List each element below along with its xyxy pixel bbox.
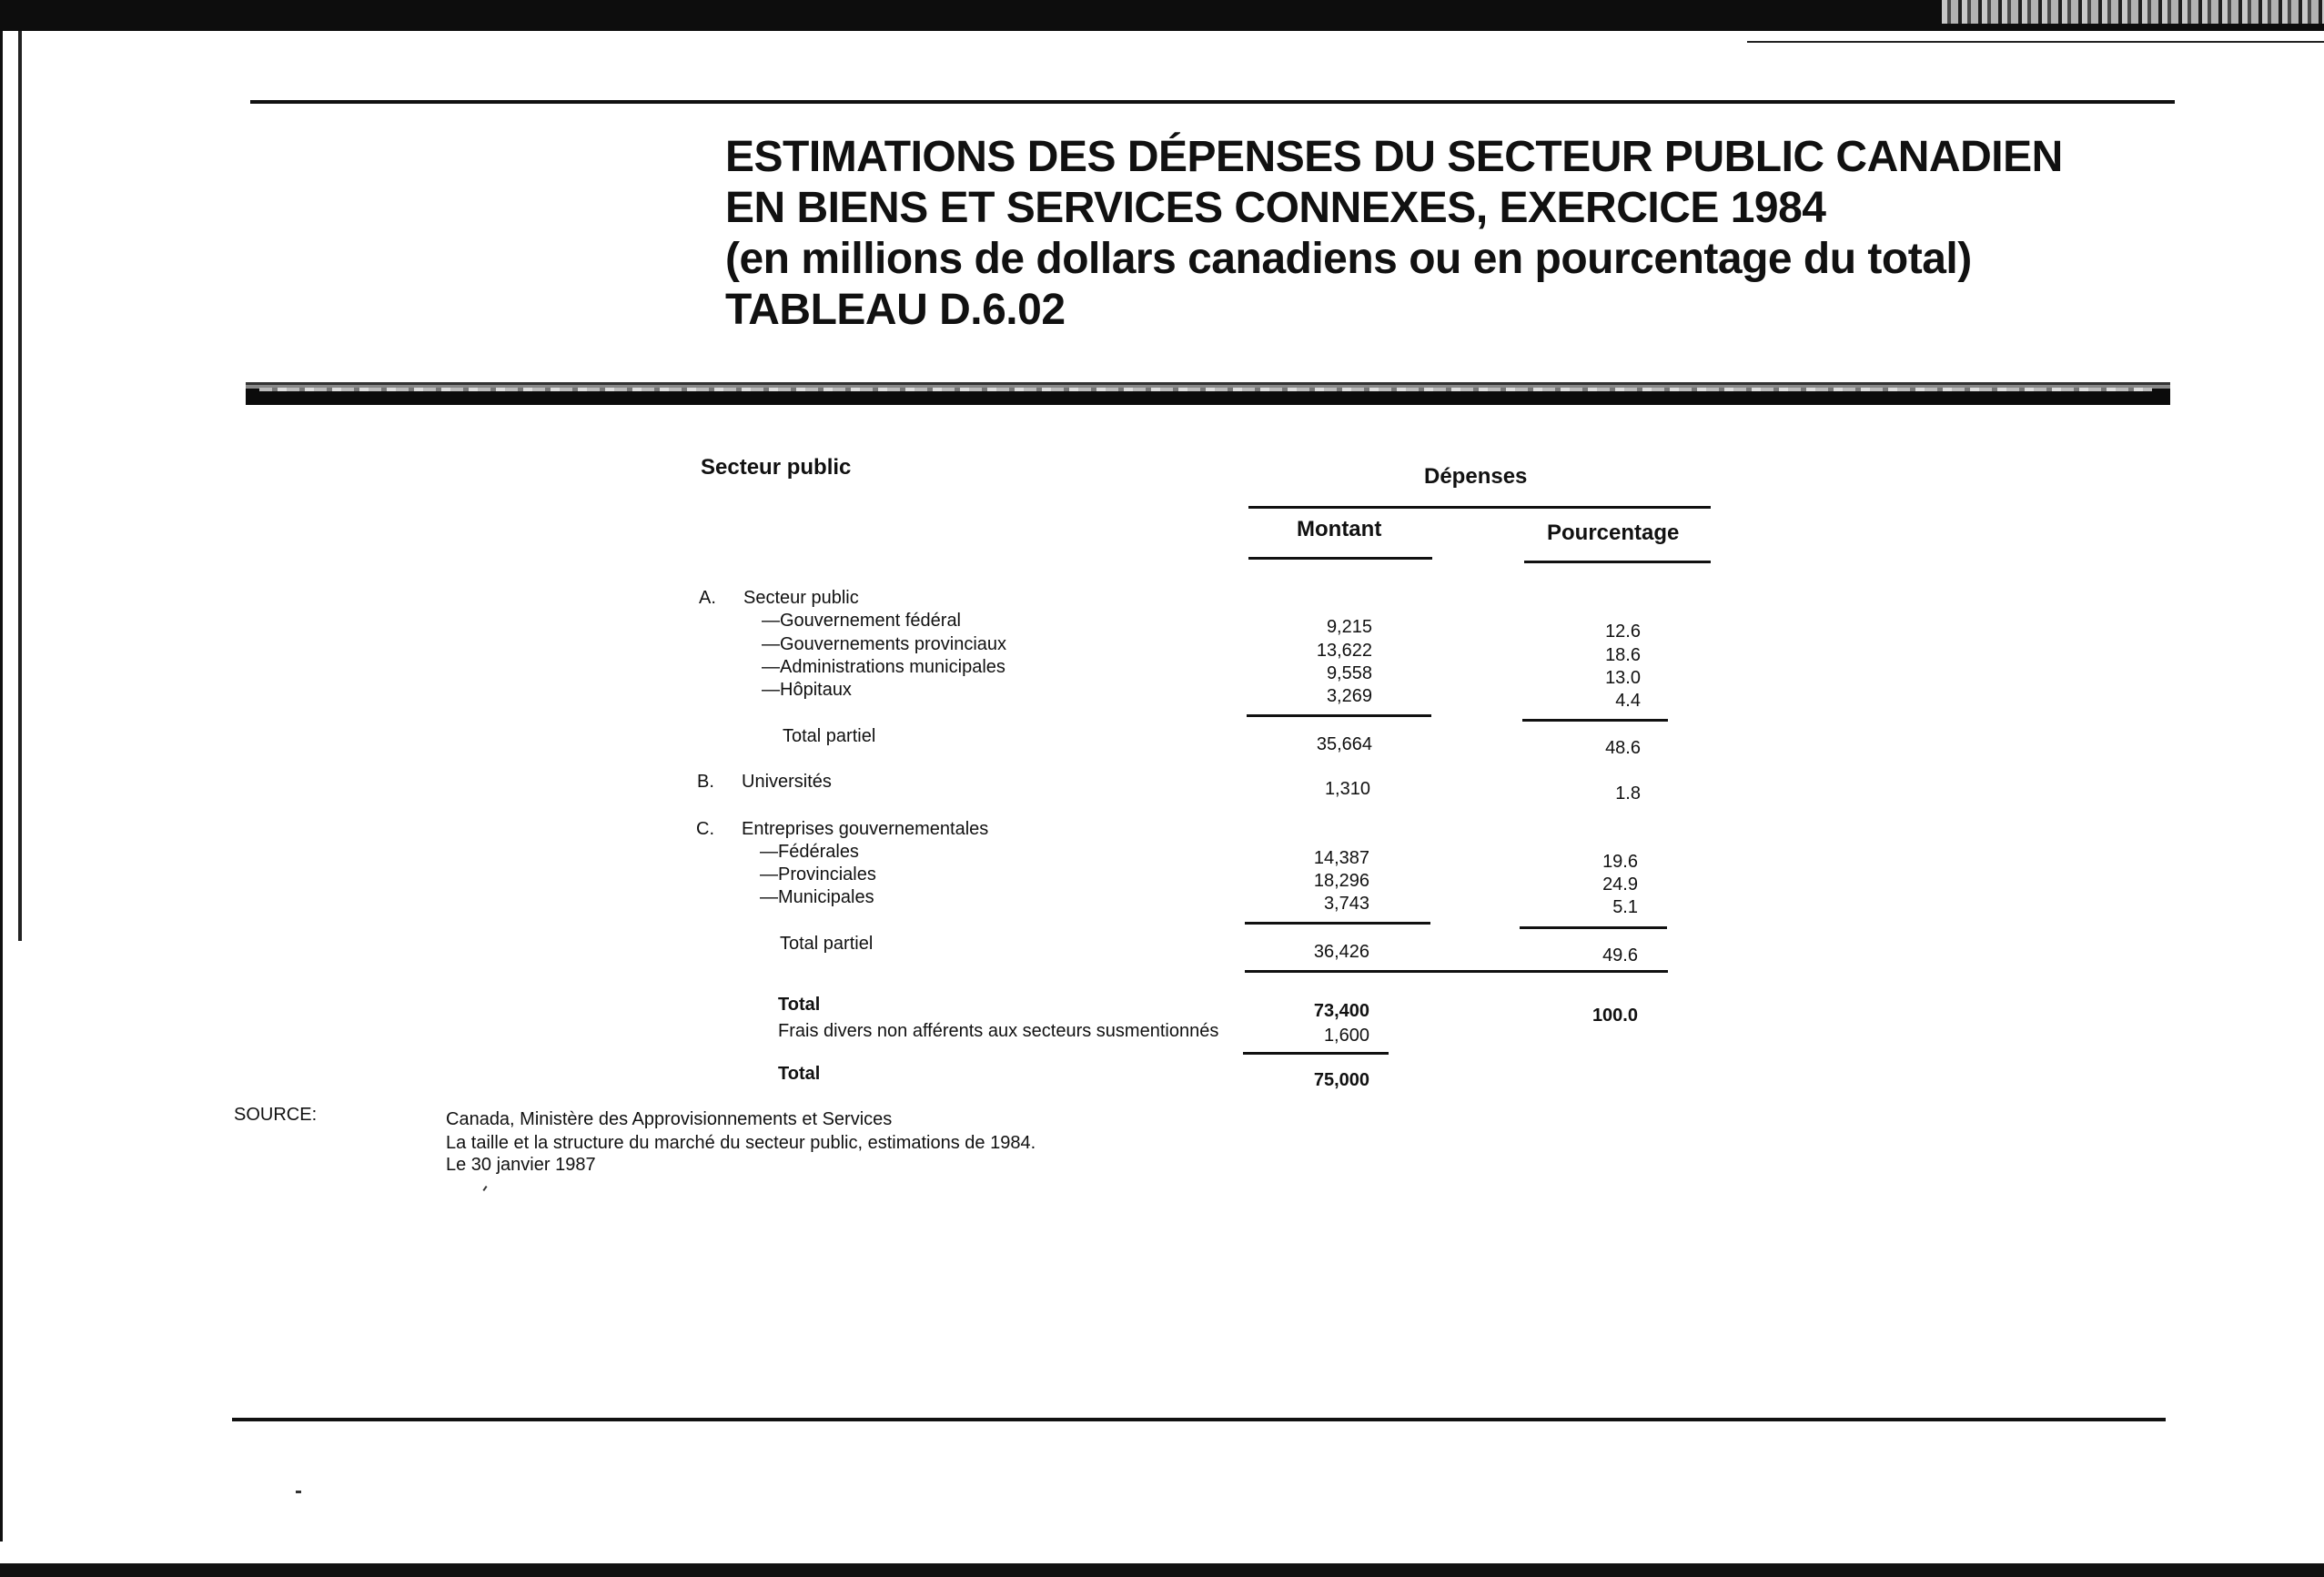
total-amount: 73,400 — [1313, 1001, 1369, 1021]
table-row-label: —Gouvernement fédéral — [762, 611, 962, 631]
section-b-percent: 1.8 — [1615, 783, 1641, 804]
column-header-percent: Pourcentage — [1547, 521, 1680, 545]
grand-total-rule — [1245, 970, 1668, 973]
page-title — [725, 132, 2199, 336]
final-total-label: Total — [778, 1064, 821, 1084]
subtotal-label-c: Total partiel — [780, 934, 874, 954]
column-header-amount: Montant — [1297, 517, 1382, 541]
section-b-amount: 1,310 — [1324, 779, 1370, 799]
misc-label: Frais divers non afférents aux secteurs susmentionnés — [778, 1021, 1219, 1041]
subtotal-amount-a: 35,664 — [1316, 734, 1372, 754]
title-line-1: ESTIMATIONS DES DÉPENSES DU SECTEUR PUBLIC CANADIEN — [725, 133, 2063, 181]
subtotal-rule-amount-a — [1247, 714, 1431, 717]
scan-speck — [482, 1186, 487, 1191]
source-label: SOURCE: — [234, 1105, 318, 1125]
subtotal-rule-percent-a — [1522, 719, 1668, 722]
table-row-label: —Administrations municipales — [762, 657, 1005, 677]
section-c-letter: C. — [696, 819, 714, 839]
table-row-amount: 14,387 — [1313, 848, 1369, 868]
section-a-label: Secteur public — [743, 588, 859, 608]
scan-speck — [296, 1491, 301, 1493]
table-row-percent: 5.1 — [1612, 897, 1638, 917]
subtotal-percent-c: 49.6 — [1602, 945, 1638, 965]
section-c-label: Entreprises gouvernementales — [742, 819, 989, 839]
table-row-amount: 13,622 — [1316, 641, 1372, 661]
final-total-rule — [1243, 1052, 1389, 1055]
section-b-label: Universités — [742, 772, 832, 792]
scan-border-left-inner — [18, 31, 22, 941]
table-row-percent: 13.0 — [1605, 668, 1641, 688]
subtotal-percent-a: 48.6 — [1605, 738, 1641, 758]
table-row-percent: 19.6 — [1602, 852, 1638, 872]
table-row-percent: 4.4 — [1615, 691, 1641, 711]
table-row-percent: 12.6 — [1605, 622, 1641, 642]
amount-header-rule — [1248, 557, 1432, 560]
misc-amount: 1,600 — [1323, 1026, 1369, 1046]
title-line-4: TABLEAU D.6.02 — [725, 286, 1066, 334]
header-group-rule — [1248, 506, 1711, 509]
header-divider-texture — [259, 388, 2152, 391]
table-row-amount: 9,558 — [1326, 663, 1372, 683]
table-row-amount: 3,743 — [1323, 894, 1369, 914]
header-divider — [246, 382, 2170, 405]
column-header-sector: Secteur public — [701, 455, 852, 480]
bottom-rule — [232, 1418, 2166, 1421]
table-row-amount: 18,296 — [1313, 871, 1369, 891]
table-row-label: —Gouvernements provinciaux — [762, 634, 1007, 654]
section-b-letter: B. — [697, 772, 714, 792]
top-rule — [250, 100, 2175, 104]
source-line-2: La taille et la structure du marché du secteur public, estimations de 1984. — [446, 1133, 1036, 1153]
table-row-percent: 24.9 — [1602, 874, 1638, 895]
subtotal-amount-c: 36,426 — [1313, 942, 1369, 962]
table-row-percent: 18.6 — [1605, 645, 1641, 665]
table-row-amount: 3,269 — [1326, 686, 1372, 706]
table-row-label: —Provinciales — [760, 864, 876, 885]
table-row-label: —Hôpitaux — [762, 680, 852, 700]
table-row-label: —Fédérales — [760, 842, 859, 862]
total-label: Total — [778, 995, 821, 1015]
percent-header-rule — [1524, 561, 1711, 563]
table-row-amount: 9,215 — [1326, 617, 1372, 637]
source-line-3: Le 30 janvier 1987 — [446, 1155, 596, 1175]
scan-border-bottom — [0, 1563, 2324, 1577]
section-a-letter: A. — [699, 588, 716, 608]
table-row-label: —Municipales — [760, 887, 874, 907]
title-line-3: (en millions de dollars canadiens ou en pourcentage du total) — [725, 235, 1972, 283]
final-total-amount: 75,000 — [1313, 1070, 1369, 1090]
subtotal-label-a: Total partiel — [783, 726, 876, 746]
subtotal-rule-percent-c — [1520, 926, 1667, 929]
source-line-1: Canada, Ministère des Approvisionnements et Services — [446, 1109, 893, 1129]
scan-noise-top — [1942, 0, 2324, 24]
scan-edge-line — [1747, 41, 2324, 43]
total-percent: 100.0 — [1591, 1006, 1638, 1026]
column-header-group: Dépenses — [1424, 464, 1528, 489]
subtotal-rule-amount-c — [1245, 922, 1430, 925]
scan-border-left — [0, 31, 3, 1542]
title-line-2: EN BIENS ET SERVICES CONNEXES, EXERCICE 1984 — [725, 184, 1826, 232]
